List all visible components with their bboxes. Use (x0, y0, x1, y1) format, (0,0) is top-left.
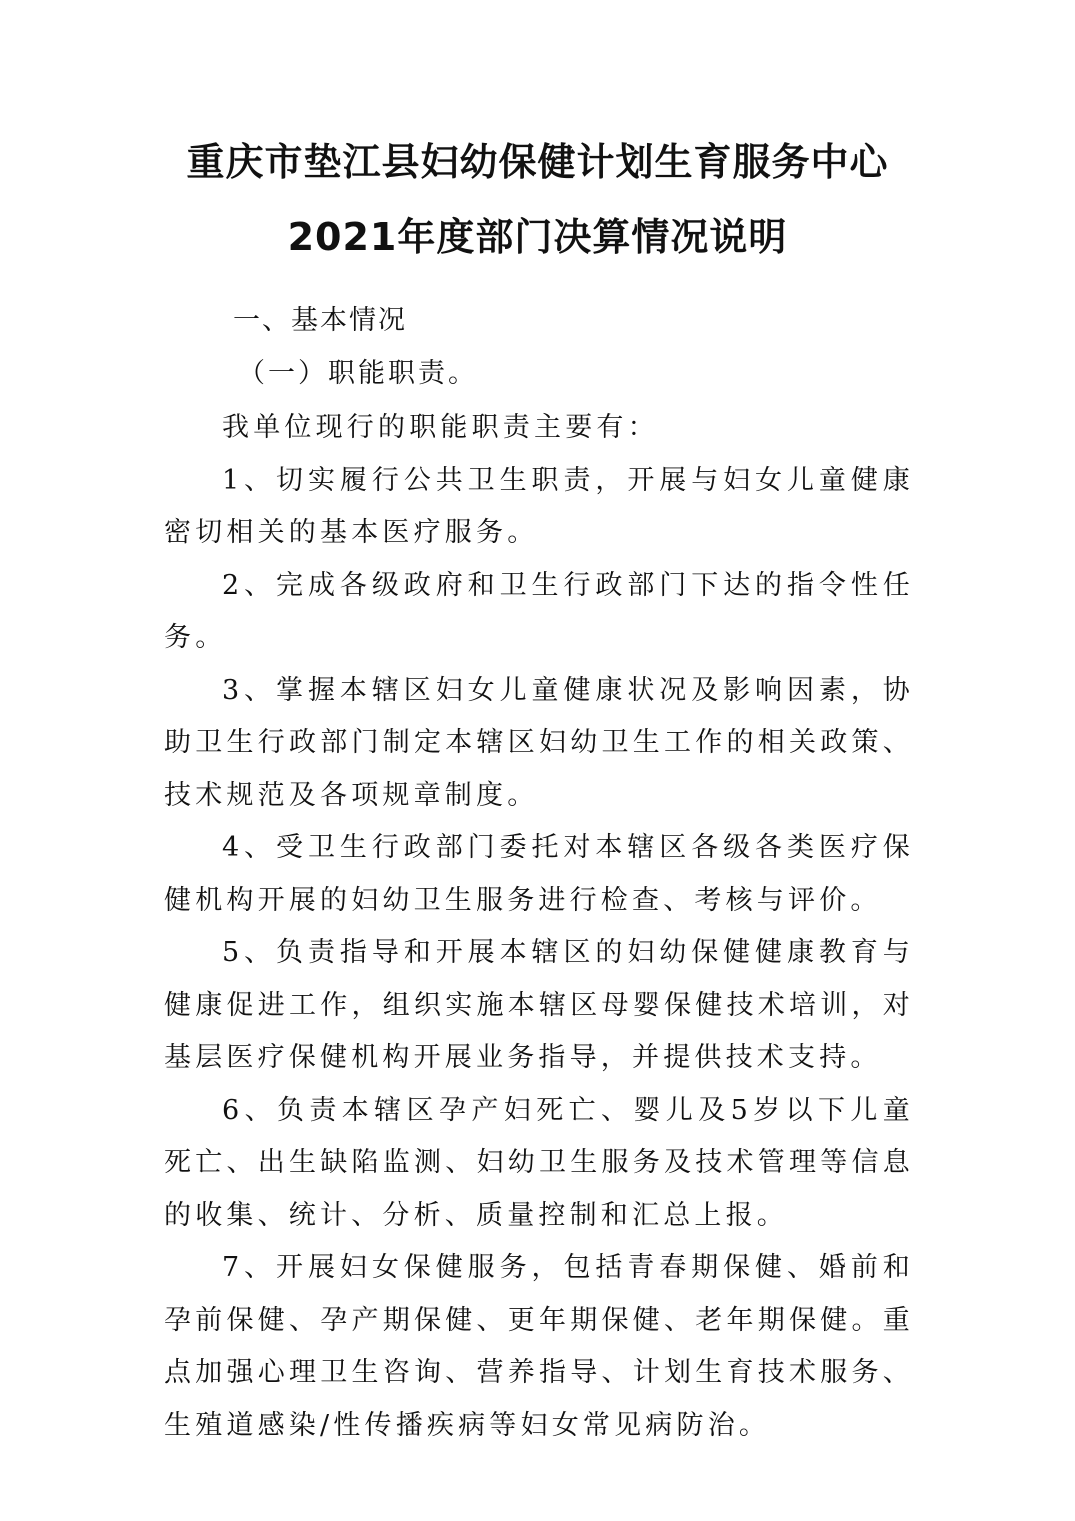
paragraph-duty-1: 1、切实履行公共卫生职责，开展与妇女儿童健康密切相关的基本医疗服务。 (164, 464, 914, 548)
document-body (164, 402, 914, 1452)
document-title-line-2: 2021年度部门决算情况说明 (287, 215, 788, 259)
paragraph-duty-6: 6、负责本辖区孕产妇死亡、婴儿及5岁以下儿童死亡、出生缺陷监测、妇幼卫生服务及技术管理等信息的收集、统计、分析、质量控制和汇总上报。 (164, 1094, 914, 1231)
paragraph-duty-5: 5、负责指导和开展本辖区的妇幼保健健康教育与健康促进工作，组织实施本辖区母婴保健技术培训，对基层医疗保健机构开展业务指导，并提供技术支持。 (164, 937, 914, 1073)
paragraph-duty-3: 3、掌握本辖区妇女儿童健康状况及影响因素，协助卫生行政部门制定本辖区妇幼卫生工作的相关政策、技术规范及各项规章制度。 (164, 674, 914, 811)
paragraph-intro: 我单位现行的职能职责主要有： (222, 412, 659, 443)
paragraph-duty-2: 2、完成各级政府和卫生行政部门下达的指令性任务。 (164, 569, 914, 653)
paragraph-duty-4: 4、受卫生行政部门委托对本辖区各级各类医疗保健机构开展的妇幼卫生服务进行检查、考核与评价。 (164, 832, 914, 916)
subsection-heading: （一）职能职责。 (238, 358, 478, 389)
document-title-line-1: 重庆市垫江县妇幼保健计划生育服务中心 (186, 140, 889, 184)
section-heading: 一、基本情况 (233, 305, 407, 336)
paragraph-duty-7: 7、开展妇女保健服务，包括青春期保健、婚前和孕前保健、孕产期保健、更年期保健、老年期保健。重点加强心理卫生咨询、营养指导、计划生育技术服务、生殖道感染/性传播疾病等妇女常见病防治。 (164, 1252, 914, 1441)
